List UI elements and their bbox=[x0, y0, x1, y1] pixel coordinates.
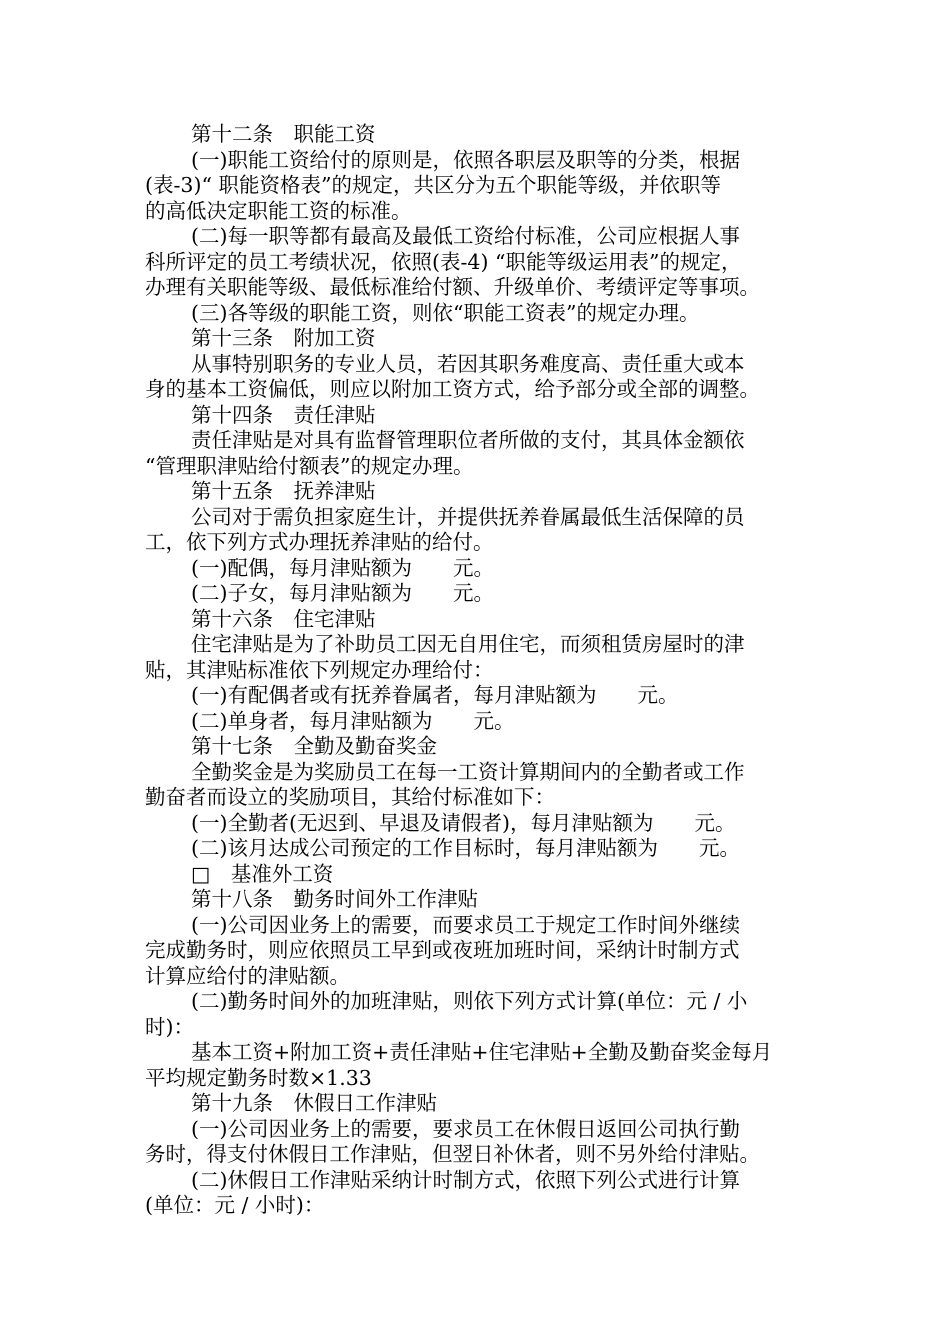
text-line: 平均规定勤务时数×1.33 bbox=[145, 1065, 372, 1090]
text-line: (一)职能工资给付的原则是，依照各职层及职等的分类，根据 bbox=[191, 147, 740, 172]
text-line: (一)公司因业务上的需要，而要求员工于规定工作时间外继续 bbox=[191, 912, 740, 937]
text-line: □ 基准外工资 bbox=[191, 861, 334, 886]
text-line: 基本工资+附加工资+责任津贴+住宅津贴+全勤及勤奋奖金每月 bbox=[191, 1040, 773, 1064]
text-line: (二)子女，每月津贴额为 元。 bbox=[191, 581, 494, 605]
text-line: (单位：元 / 小时)： bbox=[145, 1193, 325, 1217]
text-line: 住宅津贴是为了补助员工因无自用住宅，而须租赁房屋时的津 bbox=[191, 632, 745, 656]
text-line: 从事特别职务的专业人员，若因其职务难度高、责任重大或本 bbox=[191, 351, 745, 376]
text-line: (一)公司因业务上的需要，要求员工在休假日返回公司执行勤 bbox=[191, 1116, 740, 1141]
text-line: (一)全勤者(无迟到、早退及请假者)，每月津贴额为 元。 bbox=[191, 810, 736, 835]
text-line: (二)休假日工作津贴采纳计时制方式，依照下列公式进行计算 bbox=[191, 1167, 740, 1192]
text-line: 务时，得支付休假日工作津贴，但翌日补休者，则不另外给付津贴。 bbox=[145, 1142, 760, 1166]
text-line: 第十九条 休假日工作津贴 bbox=[191, 1091, 437, 1115]
text-line: 责任津贴是对具有监督管理职位者所做的支付，其具体金额依 bbox=[191, 428, 745, 452]
text-line: 第十四条 责任津贴 bbox=[191, 402, 376, 427]
text-line: 办理有关职能等级、最低标准给付额、升级单价、考绩评定等事项。 bbox=[145, 275, 760, 299]
text-line: 公司对于需负担家庭生计，并提供抚养眷属最低生活保障的员 bbox=[191, 504, 745, 529]
text-line: 完成勤务时，则应依照员工早到或夜班加班时间，采纳计时制方式 bbox=[145, 938, 740, 962]
text-line: 科所评定的员工考绩状况，依照(表-4) “职能等级运用表”的规定， bbox=[145, 249, 742, 274]
text-line: 第十二条 职能工资 bbox=[191, 122, 376, 146]
document-body bbox=[145, 122, 810, 1219]
text-line: (二)单身者，每月津贴额为 元。 bbox=[191, 708, 515, 733]
text-line: 第十三条 附加工资 bbox=[191, 326, 376, 350]
text-line: (一)有配偶者或有抚养眷属者，每月津贴额为 元。 bbox=[191, 683, 679, 707]
text-line: 第十七条 全勤及勤奋奖金 bbox=[191, 734, 437, 758]
text-line: “管理职津贴给付额表”的规定办理。 bbox=[145, 453, 474, 478]
text-line: (二)勤务时间外的加班津贴，则依下列方式计算(单位：元 / 小 bbox=[191, 989, 748, 1013]
text-line: 工，依下列方式办理抚养津贴的给付。 bbox=[145, 530, 494, 554]
text-line: 贴，其津贴标准依下列规定办理给付： bbox=[145, 657, 494, 682]
text-line: (表-3)“ 职能资格表”的规定，共区分为五个职能等级，并依职等 bbox=[145, 173, 721, 197]
text-line: (二)该月达成公司预定的工作目标时，每月津贴额为 元。 bbox=[191, 836, 740, 860]
text-line: 的高低决定职能工资的标准。 bbox=[145, 198, 412, 223]
text-line: (三)各等级的职能工资，则依“职能工资表”的规定办理。 bbox=[191, 300, 700, 325]
text-line: 计算应给付的津贴额。 bbox=[145, 963, 350, 988]
text-line: 勤奋者而设立的奖励项目，其给付标准如下： bbox=[145, 785, 555, 809]
text-line: 时)： bbox=[145, 1014, 194, 1039]
text-line: (一)配偶，每月津贴额为 元。 bbox=[191, 555, 494, 580]
text-line: (二)每一职等都有最高及最低工资给付标准，公司应根据人事 bbox=[191, 224, 740, 248]
text-line: 第十八条 勤务时间外工作津贴 bbox=[191, 887, 478, 911]
text-line: 第十五条 抚养津贴 bbox=[191, 479, 376, 503]
text-line: 身的基本工资偏低，则应以附加工资方式，给予部分或全部的调整。 bbox=[145, 377, 760, 401]
text-line: 第十六条 住宅津贴 bbox=[191, 606, 376, 631]
text-line: 全勤奖金是为奖励员工在每一工资计算期间内的全勤者或工作 bbox=[191, 759, 745, 784]
